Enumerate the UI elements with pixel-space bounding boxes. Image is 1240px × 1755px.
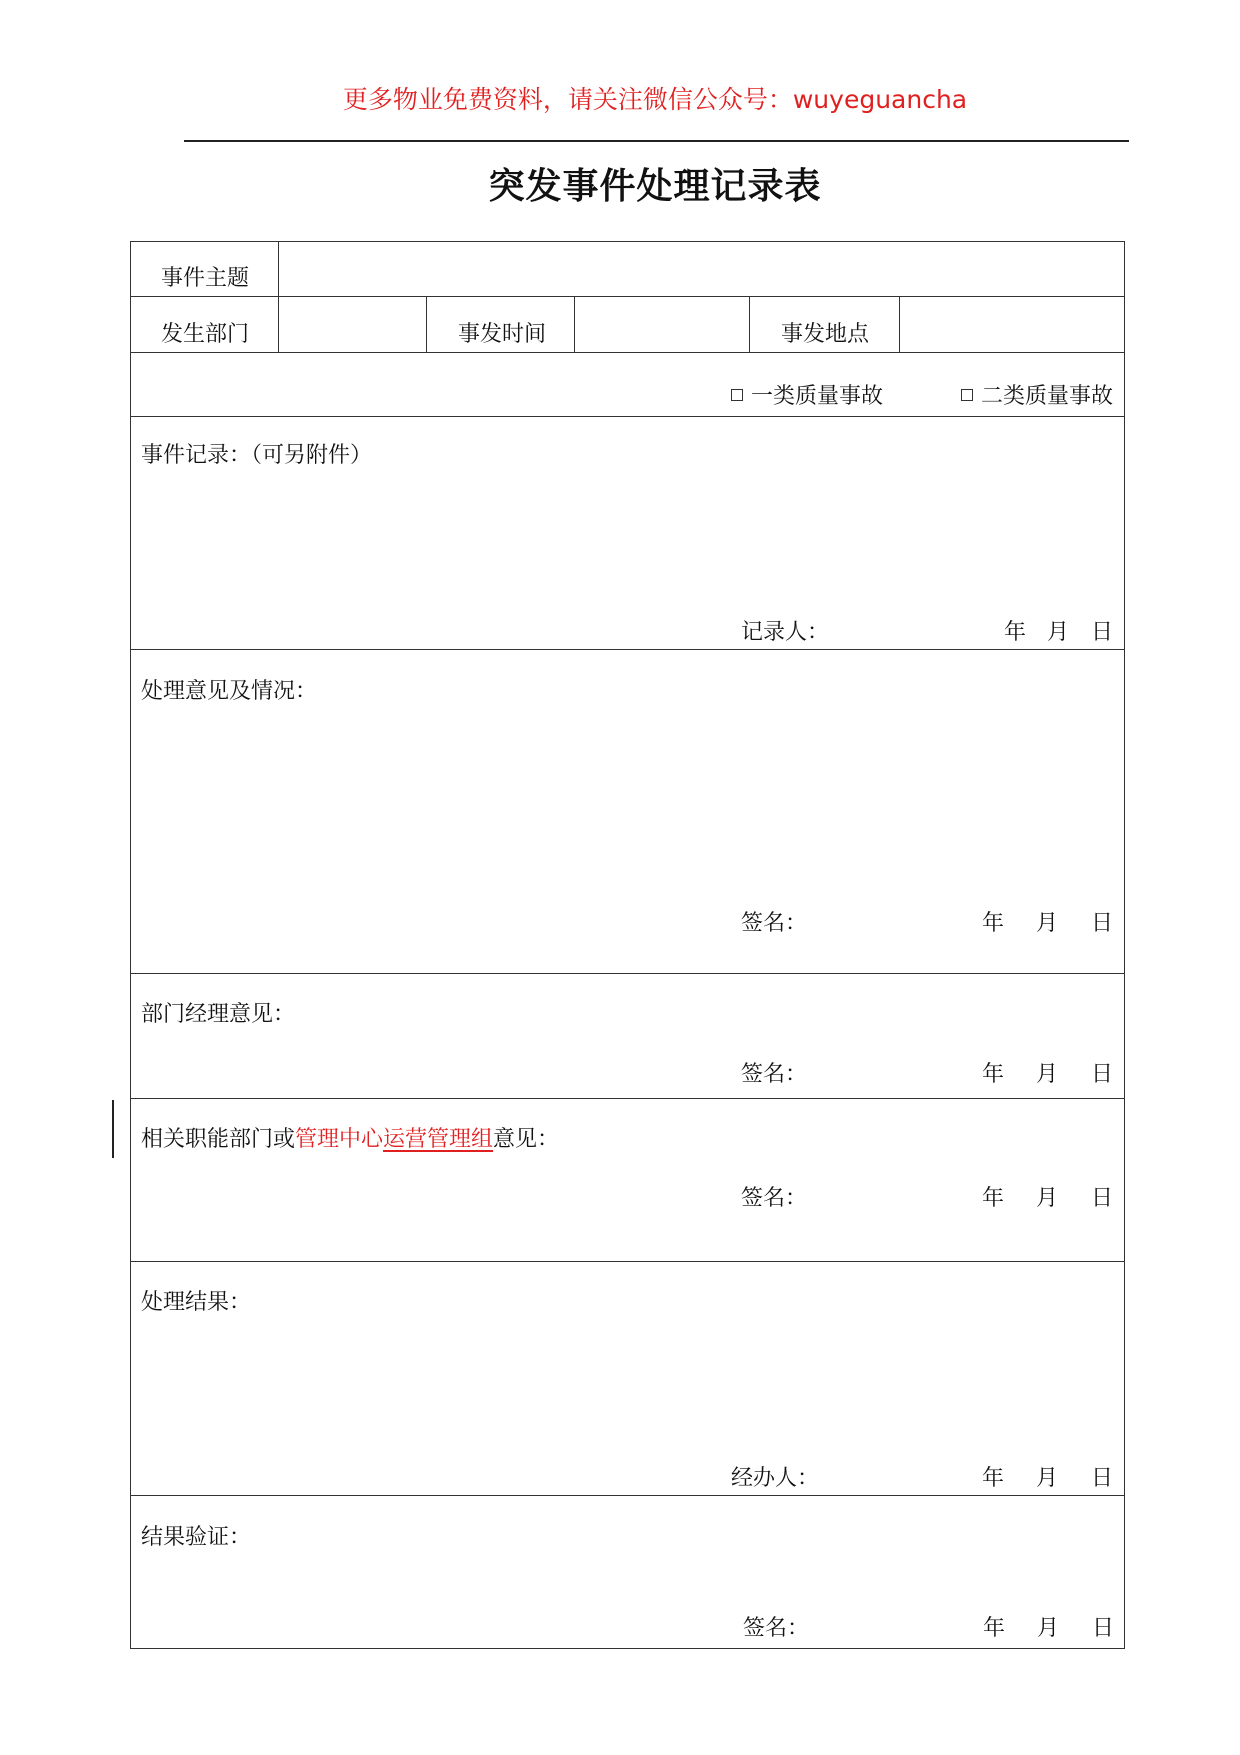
day-label: 日 (1091, 620, 1114, 645)
related-dept-opinion-label (141, 1129, 559, 1151)
signature-label: 签名： (741, 1186, 808, 1211)
year-label: 年 (982, 1466, 1005, 1491)
department-label: 发生部门 (161, 322, 250, 347)
year-label: 年 (1004, 620, 1027, 645)
result-label: 处理结果： (141, 1290, 252, 1315)
label-prefix: 相关职能部门或 (141, 1127, 296, 1152)
day-label: 日 (1091, 911, 1114, 936)
signature-label: 签名： (741, 1062, 808, 1087)
row-divider (131, 296, 1124, 297)
row-divider (131, 1495, 1124, 1496)
label-suffix: 意见： (493, 1127, 560, 1152)
manager-opinion-label: 部门经理意见： (141, 1002, 296, 1027)
incident-place-field[interactable] (911, 314, 1111, 344)
col-divider (278, 242, 279, 352)
recorder-label: 记录人： (741, 620, 830, 645)
row-divider (131, 649, 1124, 650)
signature-label: 签名： (741, 911, 808, 936)
day-label: 日 (1092, 1616, 1115, 1641)
day-label: 日 (1091, 1466, 1114, 1491)
day-label: 日 (1091, 1062, 1114, 1087)
row-divider (131, 1098, 1124, 1099)
month-label: 月 (1047, 620, 1070, 645)
year-label: 年 (982, 1186, 1005, 1211)
month-label: 月 (1036, 1186, 1059, 1211)
event-record-label: 事件记录：（可另附件） (141, 443, 373, 468)
incident-time-field[interactable] (586, 314, 741, 344)
month-label: 月 (1037, 1616, 1060, 1641)
row-divider (131, 416, 1124, 417)
handler-label: 经办人： (731, 1466, 820, 1491)
year-label: 年 (982, 1062, 1005, 1087)
signature-label: 签名： (743, 1616, 810, 1641)
col-divider (749, 296, 750, 352)
header-rule (184, 140, 1129, 142)
checkbox-icon[interactable] (731, 389, 743, 401)
row-divider (131, 973, 1124, 974)
handling-opinion-label: 处理意见及情况： (141, 679, 318, 704)
incident-record-form (130, 241, 1125, 1649)
verification-label: 结果验证： (141, 1525, 252, 1550)
department-field[interactable] (289, 314, 419, 344)
incident-place-label: 事发地点 (781, 322, 870, 347)
month-label: 月 (1036, 911, 1059, 936)
month-label: 月 (1036, 1466, 1059, 1491)
col-divider (899, 296, 900, 352)
col-divider (426, 296, 427, 352)
year-label: 年 (983, 1616, 1006, 1641)
col-divider (574, 296, 575, 352)
checkbox-icon[interactable] (961, 389, 973, 401)
incident-time-label: 事发时间 (458, 322, 547, 347)
month-label: 月 (1036, 1062, 1059, 1087)
category-option-2[interactable] (961, 386, 1113, 408)
label-highlight: 管理中心 (295, 1127, 384, 1152)
category-label: 一类质量事故 (751, 384, 884, 409)
text-cursor (112, 1100, 114, 1158)
category-label: 二类质量事故 (981, 384, 1114, 409)
row-divider (131, 1261, 1124, 1262)
header-banner: 更多物业免费资料，请关注微信公众号：wuyeguancha (342, 85, 968, 114)
event-subject-field[interactable] (291, 262, 1111, 290)
category-option-1[interactable] (731, 386, 883, 408)
year-label: 年 (982, 911, 1005, 936)
page-title: 突发事件处理记录表 (488, 166, 822, 207)
label-highlight-underlined: 运营管理组 (383, 1127, 494, 1152)
row-divider (131, 352, 1124, 353)
day-label: 日 (1091, 1186, 1114, 1211)
event-subject-label: 事件主题 (161, 266, 250, 291)
